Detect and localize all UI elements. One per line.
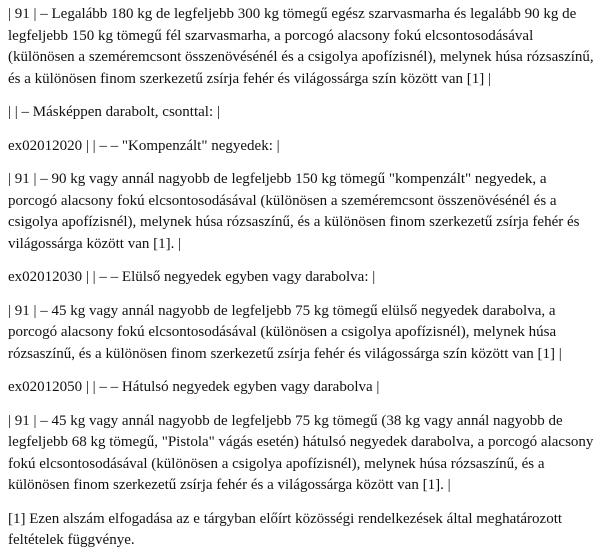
paragraph-compensated-quarters: | 91 | – 90 kg vagy annál nagyobb de legfeljebb 150 kg tömegű "kompenzált" negyedek, a porcogó alacsony fokú elcsontosodásával (különösen a szeméremcsont összenövésénél és a csigolya apofízisnél), melynek húsa rózsaszínű, és a különösen finom szerkezetű zsírja fehér és világossárga között van [1]. | xyxy=(8,171,580,252)
paragraph-ex02012030-heading: ex02012030 | | – – Elülső negyedek egyben vagy darabolva: | xyxy=(8,269,376,285)
footnote-1: [1] Ezen alszám elfogadása az e tárgyban előírt közösségi rendelkezések által meghatározott feltételek függvénye. xyxy=(8,510,563,548)
paragraph-whole-and-half-carcasses: | 91 | – Legalább 180 kg de legfeljebb 300 kg tömegű egész szarvasmarha és legalább 90 kg de legfeljebb 150 kg tömegű fél szarvasmarha, a porcogó alacsony fokú elcsontosodásával (különösen a szeméremcsont összenövésénél és a csigolya apofízisnél), melynek húsa rózsaszínű, és a különösen finom szerkezetű zsírja fehér és világossárga szín között van [1] | xyxy=(8,6,594,87)
paragraph-ex02012020-heading: ex02012020 | | – – "Kompenzált" negyedek: | xyxy=(8,137,280,154)
document-body xyxy=(8,4,598,552)
paragraph-ex02012050-heading: ex02012050 | | – – Hátulsó negyedek egyben vagy darabolva | xyxy=(8,379,380,395)
paragraph-forequarters: | 91 | – 45 kg vagy annál nagyobb de legfeljebb 75 kg tömegű elülső negyedek darabolva, a porcogó alacsony fokú elcsontosodásával (különösen a csigolya apofízisnél), melynek húsa rózsaszínű, és a különösen finom szerkezetű zsírja fehér és világossárga szín között van [1] | xyxy=(8,302,562,362)
paragraph-hindquarters: | 91 | – 45 kg vagy annál nagyobb de legfeljebb 75 kg tömegű (38 kg vagy annál nagyobb de legfeljebb 68 kg tömegű, "Pistola" vágás esetén) hátulsó negyedek darabolva, a porcogó alacsony fokú elcsontosodásával (különösen a csigolya apofízisnél), melynek húsa rózsaszínű, és a különösen finom szerkezetű zsírja fehér és a világossárga között van [1]. | xyxy=(8,412,594,493)
paragraph-other-cuts-heading: | | – Másképpen darabolt, csonttal: | xyxy=(8,104,220,120)
